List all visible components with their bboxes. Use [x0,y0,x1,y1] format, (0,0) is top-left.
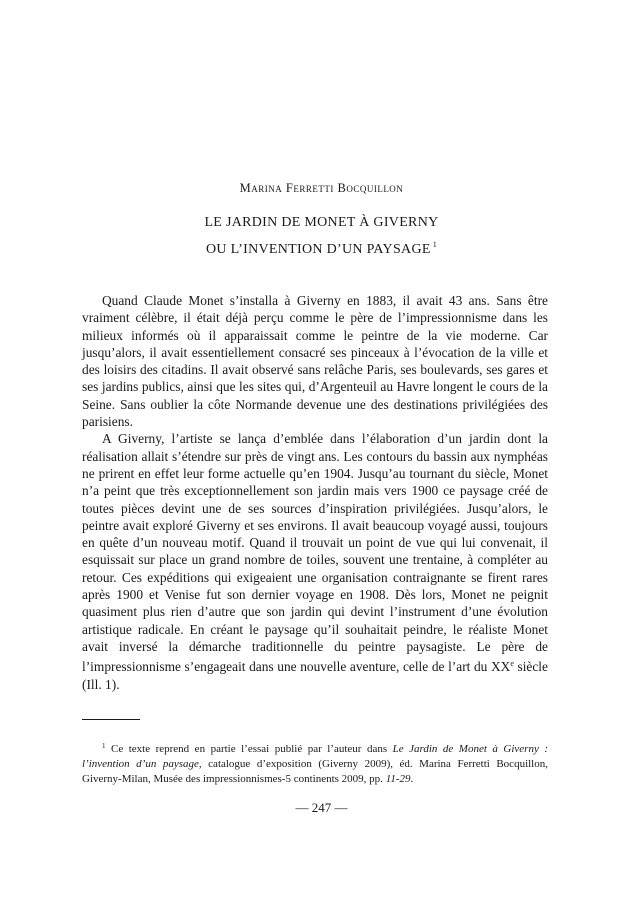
title-line-2 [0,234,643,261]
author-name: Marina Ferretti Bocquillon [239,181,404,195]
footnote-number: 1 [102,742,106,750]
title-line-2-text: OU L’INVENTION D’UN PAYSAGE [205,242,431,257]
footnote-text-before: Ce texte reprend en partie l’essai publié par l’auteur dans [105,743,393,755]
footnote [82,739,548,787]
century-suffix: e [510,659,514,669]
paragraph-2-text: A Giverny, l’artiste se lança d’emblée dans l’élaboration d’un jardin dont la réalisation allait s’étendre sur près de vingt ans. Les contours du bassin aux nymphéas ne prirent en effet leur forme actuelle qu’en 1904. Jusqu’au tournant du siècle, Monet n’a peint que très exceptionnellement son jardin mais vers 1900 ce paysage créé de toutes pièces devint une de ses sources d’inspiration privilégiées. Jusqu’alors, le peintre avait exploré Giverny et ses environs. Il avait beaucoup voyagé aussi, toujours en quête d’un nouveau motif. Quand il trouvait un point de vue qui lui convenait, il esquissait sur place un grand nombre de toiles, souvent une trentaine, à compléter au retour. Ces expéditions qui exigeaient une organisation contraignante se firent rares après 1900 et Venise fut son dernier voyage en 1908. Dès lors, Monet ne peignit quasiment plus rien d’autre que son jardin qui devint l’instrument d’une évolution artistique radicale. En créant le paysage qu’il souhaitait peindre, le réaliste Monet avait inversé la démarche traditionnelle du peintre paysagiste. Le père de l’impressionnisme s’engageait dans une nouvelle aventure, celle de l’art du [82,431,548,675]
paragraph-2 [82,430,548,692]
title-footnote-marker: 1 [432,240,438,249]
paragraph-2-end: siècle (Ill. 1). [82,659,548,692]
footnote-text-end: . [410,773,414,785]
century-numeral: XX [490,659,511,675]
page-number: — 247 — [295,800,348,815]
footnote-text-middle: , catalogue d’exposition (Giverny 2009), éd. Marina Ferretti Bocquillon, Giverny-Milan, Musée des impressionnismes-5 continents 2009, pp. [82,758,548,785]
footnote-1 [82,739,548,787]
footnote-book-title: Le Jardin de Monet à Giverny : l’invention d’un paysage [82,743,548,770]
footnote-separator [82,719,140,720]
title-line-1: LE JARDIN DE MONET À GIVERNY [204,215,439,230]
body-text [82,292,548,693]
footnote-pages: 11-29 [385,773,411,785]
paragraph-1: Quand Claude Monet s’installa à Giverny en 1883, il avait 43 ans. Sans être vraiment célèbre, il était déjà perçu comme le père de l’impressionnisme dans les milieux informés où il apparaissait comme le peintre de la vie moderne. Car jusqu’alors, il avait essentiellement consacré ses pinceaux à l’évocation de la ville et des loisirs des citadins. Il avait observé sans relâche Paris, ses boulevards, ses gares et ses jardins publics, ainsi que les sites qui, d’Argenteuil au Havre longent le cours de la Seine. Sans oublier la côte Normande devenue une des destinations privilégiées des parisiens. [82,293,548,430]
article-title [0,212,643,261]
